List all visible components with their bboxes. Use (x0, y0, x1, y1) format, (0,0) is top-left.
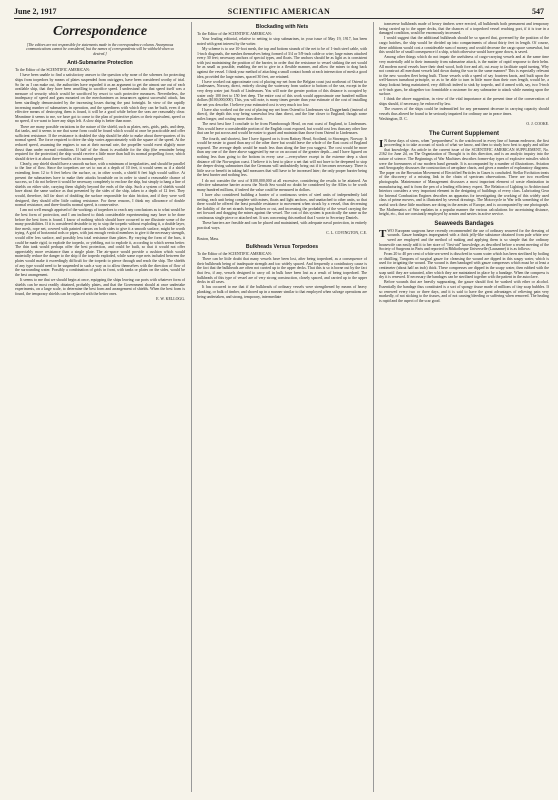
column-1 (15, 22, 185, 794)
salutation: To the Editor of the SCIENTIFIC AMERICAN: (197, 252, 272, 257)
salutation: To the Editor of the SCIENTIFIC AMERICAN: (197, 32, 272, 36)
paragraph: These barriers are feasible and can be placed and maintained, with adequate naval protection, in entirely practical ways. (197, 221, 367, 230)
signature: E. W. KELLOGG. (156, 296, 185, 301)
paragraph-text: WO European surgeons have recently recommended the use of ordinary seaweed for the dressing of wounds. Gauze bandages impregnated with a thick jelly-like substance obtained from pale white sea-weed are employed and the method of making and applying them is so simple that the ordinary housewife can easily add it to her store of "first-aid" knowledge, as described before a recent meeting of the Society of Surgeons in Paris and reported in Bibliotheque Universelle (Lausanne) it is as follows: (379, 228, 549, 252)
journal-name: SCIENTIFIC AMERICAN (227, 7, 331, 16)
paragraph: The next best line I conclude to be from Flamborough Head, on east coast of England, to Lindesnaes. This would leave a considerable portion of the English coast exposed, but would cost less than any other line that can be put across and would be easier to guard and maintain than those from Ostend to Lindesnaes. (197, 122, 367, 136)
column-divider (373, 22, 374, 792)
paragraph: Before wounds that are heavily suppurating, the gauze should first be washed with ether or alcohol. Essentially the bandage thus constituted is a sort of spongy tissue made of millions of tiny soap bubbles. If so renewed every two or three days, and it is said to have the great advantages of relieving pain very markedly, of not sticking to the tissues, and of not causing bleeding or suffering when removed. The healing is rapid and the aspect of the scar good. (379, 280, 549, 303)
article-title: Anti-Submarine Protection (67, 60, 133, 67)
issue-date: June 2, 1917 (14, 7, 57, 16)
dropcap-paragraph (379, 139, 549, 217)
dropcap: T (379, 227, 387, 240)
paragraph: I have been unable to find a satisfactory answer to the question why none of the schemes for protecting ships from torpedoes by means of plates suspended from outriggers, have been considered worthy of trial. So far as I can make out, the authorities have regarded it as an argument to get the utmost use out of each available ship, that they have been unwilling to sacrifice speed. I understand also that speed itself was a measure of security which would be sacrificed by resort to such protective measures. Nevertheless, the inadequacy of speed and guns mounted on the merchantmen as insurances against successful attack, has been startlingly demonstrated by the increasing losses during the past fortnight. In view of the rapidly increasing number of submarines in operation, and the speediness with which they can be built, even if an effective means of destroying them is found, it will be a good while before the seas are reasonably clear. Meantime it seems to me, we have got to come to the plan of protective plates or their equivalent, speed or no speed, if we want to have any ships left. A slow ship is better than none. (15, 73, 185, 124)
page-number: 547 (532, 7, 544, 16)
paragraph: I think the above suggestion, in view of the vital importance at the present time of the conservation of ships should, if necessary, be enforced by law. (379, 97, 549, 106)
column-2 (197, 22, 367, 794)
article-body-dropcap (379, 139, 549, 217)
paragraph: I have also considered building a barrier of a continuous series of steel units of independently laid netting, each unit being complete with mines, floats and light anchors, and unattached to other units, so that there would be offered the least possible resistance to movement when struck by a vessel, thus decreasing the liability of the net strands being broken or cut, and increasing the probability of the vessel carrying the net forward and dragging the mines against the vessel. The cost of this system is practically the same as the continuous single piece or attached net. It was concerning this method that I wrote to Secretary Daniels. (197, 192, 367, 220)
paragraph: Clearly, any shield should have a smooth surface, with a minimum of irregularities, and should be parallel to the line of flow. Since the torpedoes are set to run at a depth of 10 feet, it would seem as if a shield extending from 12 to 6 feet below the surface, or, in other words, a shield 6 feet high would suffice. At present the submarines have to make their attacks broadside on in order to stand a reasonable chance of success, so I do not believe it would be necessary completely to enclose the ship, but simply to hang a line of shields on either side, carrying them slightly beyond the ends of the ship. Such a system of shields would have about the same surface as that presented by the sides of the ship, taken to a depth of 12 feet. They would, therefore, fall far short of doubling the surface responsible for skin friction, and if they were well designed, they should offer little cutting resistance. For these reasons, I think my allowance of double normal resistance, and three-fourths normal speed, is conservative. (15, 161, 185, 208)
editorial-note: [The editors are not responsible for statements made in the correspondence column. Anonymous communications cannot be considered, but the names of correspondents will be withheld when so desired.] (26, 43, 174, 56)
paragraph: From 20 to 40 per cent of white sea-weed is dissolved in warm water which has been sterilized by boiling or distilling. Tampons of surgical gauze for cleansing the wound are dipped in this soupy water, which is used for irrigating the wound. The wound is then bandaged with gauze compresses which must be at least a centimeter (about half an inch) thick. These compresses are dipped in the soapy water, then rubbed with the soap until they are saturated, after which they are maintained in place by a bandage. When the compress is dry it is renewed. If necessary the bandages can be sterilized together with the patient in the autoclave. (379, 252, 549, 280)
paragraph-text: N these days of stress, when "preparedness" is the watchword in every line of human endeavor, the first proceeding is to take account of stock of what we know, and then to study how best to apply and utilize that knowledge. An article in the current issue of the SCIENTIFIC AMERICAN SUPPLEMENT, No. 2162 for June 2d, on The Organization of Thought is in this direction, and is an analytic inquiry into the nature of science. The Beginnings of War Machines describes former-day types of explosive missiles which were the forerunners of our modern hand grenade. It is accompanied by a number of illustrations. Aviation and Aerography discusses the construction of aeroplane charts, and gives a number of explanatory diagrams. The paper on the Brownian Movement of Electrified Particles in Gases is concluded. Stellar Evolution treats of the discovery of a missing link in the chain of spectrum observations. There are two excellent photographs. Maintenance of Management discusses a most important element of waste elimination in manufacturing, and is from the pen of a leading efficiency expert. The Relation of Lighting to Architectural Interiors considers a very important element in the designing of buildings of every class. Lubricating Gear for Internal Combustion Engines describes an apparatus for investigating the working of this widely used class of prime movers, and is illustrated by several drawings. The Motorcycle in War tells something of the useful work these little machines are doing in the armies of Europe, and is accompanied by one photograph. The Mathematics of War explains in a popular manner the various calculations for ascertaining distance, height, etc., that are constantly employed by armies and navies in active service. (379, 138, 549, 217)
paragraph: The fourth, and shortest, line I have figured on is from Rattray Head, Scotland, to Stavanger, Norway. It would be easier to guard than any of the other three but would leave the whole of the East coast of England exposed. The average depth would be much less than along the line you suggest. The cost would be more than any one of the three above suggested by me or on account of the greater depth—and I have figured on nothing less than going to the bottom in every case —everywhere except in the extreme deep a short distance off the Norwegian coast. I believe it is best to place a net that will not have to be deepened to stop the deeper diving submarines that the Germans will undoubtedly bring out if it becomes necessary. There is little use or benefit in taking half measures that will have to be increased later; the only proper barrier being the best barrier and nothing less. (197, 136, 367, 178)
paragraph: Your leading editorial, relative to netting to stop submarines, in your issue of May 19, 1917, has been noted with great interest by the writer. (197, 37, 367, 46)
article-body (197, 257, 367, 299)
paragraph: My scheme is to use 10-foot mesh, the top and bottom strands of the net to be of 1-inch steel cable, with 1-inch diagonals, the meshes themselves being formed of 3/4 or 5/8-inch cable or wire; large mines attached every 30 feet; necessary anchors of special types, and floats. The anchors should be as light as is consistent with just maintaining the position of the barrier, in order that the resistance to vessel striking the net would be as small as possible, enabling the net to give in a flexible manner, and allow the mines to drag back against the vessel. I think your method of attaching a small contact bomb at each intersection of mesh a good idea, provided the large mines, spaced 30 feet, are retained. (197, 46, 367, 79)
paragraph: The owners of the ships could be indemnified for any permanent decrease in carrying capacity should vessels thus altered be found to be seriously impaired for ordinary use in peace times. (379, 107, 549, 116)
paragraph: transverse bulkheads made of heavy timbers were erected, all bulkheads both permanent and temporary being carried up to the upper decks, that the chances of a torpedoed vessel reaching port, if it is true in a damaged condition, would be enormously increased. (379, 22, 549, 36)
article-title: Blockading with Nets (255, 24, 309, 30)
article-body (379, 22, 549, 116)
paragraph: I would suggest that the additional bulkheads should be so spaced that, governed by the position of the cargo hatches, the ship would be divided up into compartments of about thirty feet in length. Of course, these additions would cost a considerable sum of money, and would decrease the cargo space somewhat, but this would be of small consequence if a ship, which otherwise would have gone down, is saved. (379, 36, 549, 55)
location: Washington, D. C. (379, 116, 408, 121)
article-body (197, 37, 367, 230)
paragraph: There are many possible variations in the nature of the shield, such as plates, nets, grids, pads, and deep, flat tanks, and it seems to me that some form could be found which would at once be practicable and offer sufficient resistance. If the resistance is doubled the ship should be able to make about three-quarters of its normal speed. The force required to drive the ship varies approximately with the square of the speed. At the reduced speed, assuming the engines to run at their normal rate, the propeller would exert slightly more thrust than under normal conditions. If half of the thrust is available for the ship (the remainder being required for the protection) the ship would receive a little more than half its normal propelling force, which should drive it at about three-fourths of its normal speed. (15, 124, 185, 161)
article-body (15, 73, 185, 296)
signature: C. L. COVINGTON, C.E. (326, 230, 367, 235)
column-3 (379, 22, 549, 794)
section-masthead: Correspondence (52, 24, 148, 39)
header-rule (14, 18, 544, 19)
column-divider (191, 22, 192, 792)
paragraph: I am not well enough apprised of the workings of torpedoes to reach any conclusions as to what would be the best form of protection, and I am inclined to think considerable experimenting may have to be done before the best form is found. I know of nothing which should have occurred to me illustrate some of the many possibilities. If it is considered desirable to try to stop the torpedo without exploding it, a double layer, fine mesh, rope net, covered with painted canvas on both sides to give it a smooth surface, might be worth trying. A grid of horizontal rods or pipes, with just enough vertical members to give it the necessary strength, would offer less surface, and possibly less total resistance than plates. By varying the form of the bars, it could be made rigid, to explode the torpedo, or yielding, not to explode it, according to which seems better. The thin tank would perhaps offer the best protection, and could be built, so that it would not offer appreciably more resistance than a single plate. The air-space would provide a cushion which would materially reduce the danger to the ship if the torpedo exploded, while some rope nets included between the plates would make it exceedingly difficult for the torpedo to pierce through and reach the ship. The shields of any type would need to be suspended in such a way as to allow themselves with the direction of flow of the surrounding water. Possibly a combination of grids in front, with tanks or plates on the sides, would be the best arrangement. (15, 208, 185, 277)
paragraph: I do not consider the cost of $100,000,000 at all excessive, considering the results to be attained. An effective submarine barrier across the North Sea would no doubt be considered by the Allies to be worth many hundred millions, if indeed the value could be measured in dollars. (197, 178, 367, 192)
paragraph: There can be little doubt that many vessels have been lost, after being torpedoed, as a consequence of their bulkheads being of inadequate strength and too widely spaced. And frequently a contributory cause is the fact that the bulkheads are often not carried up to the upper decks. That this is so is borne out by the fact that few, if any, vessels designed to carry oil in bulk have been lost as a result of being torpedoed. The bulkheads of this type of vessel are of very strong construction, closely spaced, and carried up to the upper decks in all cases. (197, 257, 367, 285)
dropcap: I (379, 137, 384, 150)
salutation: To the Editor of the SCIENTIFIC AMERICAN: (15, 68, 90, 73)
paragraph: I have worked out approximate cost of placing my net from the Belgian coast just northeast of Ostend to Lindesnaes, Norway, direct, entirely closing the waterway from surface to bottom of the sea, except in the very deep water just South of Lindesnaes. You will note the greater portion of this distance is occupied by water only 100 feet to 150 feet deep. The entire cost of this work would approximate one hundred million dollars ($100,000,000). This, you will note, is many times greater than your estimate of the cost of installing the net you describe. I believe your estimated cost is very much too low. (197, 79, 367, 107)
article-title: Bulkheads Versus Torpedoes (245, 244, 319, 251)
paragraph: It has occurred to me that if the bulkheads of ordinary vessels were strengthened by means of heavy planking, or balk of timber, and shored up in a manner similar to that employed when salvage operations are being undertaken, and strong, temporary, intermediate (197, 285, 367, 299)
paragraph: Among other things which do not impair the usefulness of cargo-carrying vessels and at the same time very materially add to their immunity from submarine attack, is the matter of rapid response to their helm. All modern naval vessels have their dead wood, both fore and aft, cut away to facilitate rapid turning. Why not construct all merchant vessels laid down during the war in the same manner? This is especially relevant to the new wooden fleet being built. Those vessels with a speed of say fourteen knots, and built upon the well-known turnabout principle, so as to be able to turn in little more than their own length, would be, a sharp lookout being maintained, very difficult indeed to sink by torpedo, and if armed with, say, two 5-inch or 6-inch guns, be altogether too formidable a customer for any submarine to attack while running upon the surface. (379, 55, 549, 97)
dropcap-paragraph (379, 229, 549, 252)
paragraph: It seems to me that we should begin at once, equipping the ships leaving our ports with whatever form of shields can be most readily obtained, probably plates, and that the Government should at once undertake experiments, on a large scale, to determine the best form and arrangement of shields. When the best form is found, the temporary shields can be replaced with the better ones. (15, 277, 185, 296)
article-title: Seaweeds Bandages (434, 220, 494, 227)
page-header (14, 6, 544, 18)
signature: O. J. COOKE. (526, 122, 549, 127)
article-title: The Current Supplement (428, 130, 499, 137)
location: Boston, Mass. (197, 237, 220, 242)
paragraph: I have also worked out the cost of placing my net from Ostend to Lindesnaes via Doggerbank (instead of direct), the depth this way being somewhat less than direct, and the line closer to England; though some miles longer, and costing more than direct. (197, 107, 367, 122)
